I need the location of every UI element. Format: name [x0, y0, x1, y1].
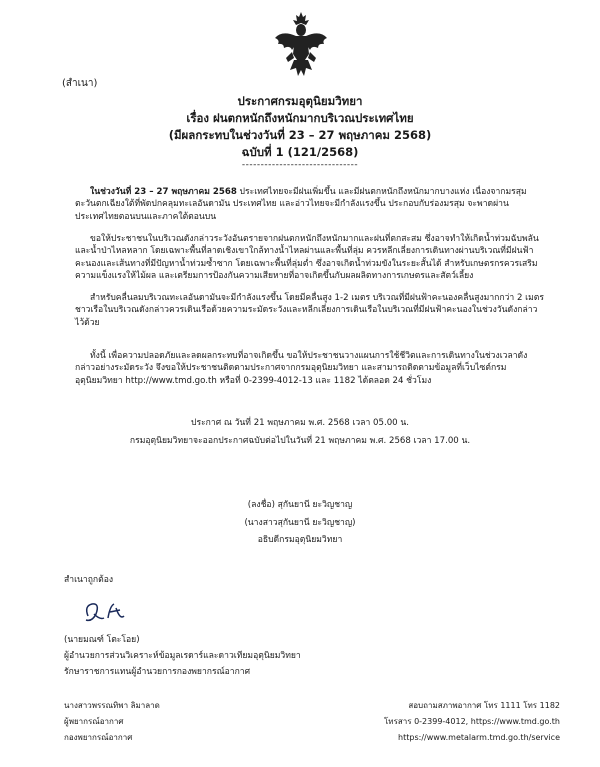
handwritten-signature: [80, 598, 130, 626]
footer-author-dept: กองพยากรณ์อากาศ: [64, 733, 133, 742]
paragraph-3: สำหรับคลื่นลมบริเวณทะเลอันดามันจะมีกำลังแรงขึ้น โดยมีคลื่นสูง 1-2 เมตร บริเวณที่มีฝนฟ้าคะนองคลื่นสูงมากกว่า 2 เมตร ชาวเรือในบริเวณดังกล่าวควรเดินเรือด้วยความระมัดระวังและหลีกเลี่ยงการเดินเรือในบริเวณที่มีฝนฟ้าคะนองในช่วงวันดังกล่าวไว้ด้วย: [75, 293, 544, 328]
signatory-name: (นางสาวสุกันยานี ยะวิญชาญ): [244, 518, 356, 528]
footer-contact-fax: โทรสาร 0-2399-4012, https://www.tmd.go.th: [384, 717, 560, 726]
certifier-position-1: ผู้อำนวยการส่วนวิเคราะห์ข้อมูลเรดาร์และดาวเทียมอุตุนิยมวิทยา: [64, 651, 301, 661]
announcement-title: ประกาศกรมอุตุนิยมวิทยา: [237, 94, 363, 108]
separator: -------------------------------: [241, 160, 359, 170]
paragraph-1-rest: ประเทศไทยจะมีฝนเพิ่มขึ้น และมีฝนตกหนักถึงหนักมากบางแห่ง เนื่องจากมรสุมตะวันตกเฉียงใต้ที่พัดปกคลุมทะเลอันดามัน ประเทศไทย และอ่าวไทยจะมีกำลังแรงขึ้น ประกอบกับร่องมรสุม จะพาดผ่านประเทศไทยตอนบนและภาคใต้ตอนบน: [75, 187, 527, 222]
footer-author: นางสาวพรรณทิพา ลิมาลาด: [64, 701, 160, 710]
copy-mark: (สำเนา): [62, 78, 98, 89]
footer-contact-url[interactable]: https://www.metalarm.tmd.go.th/service: [398, 733, 560, 742]
certifier-position-2: รักษาราชการแทนผู้อำนวยการกองพยากรณ์อากาศ: [64, 667, 251, 677]
footer-right: [330, 698, 560, 746]
paragraph-1-lead: ในช่วงวันที่ 23 – 27 พฤษภาคม 2568: [90, 187, 237, 197]
footer-author-role: ผู้พยากรณ์อากาศ: [64, 717, 124, 726]
garuda-emblem: [272, 8, 330, 80]
paragraph-4: ทั้งนี้ เพื่อความปลอดภัยและลดผลกระทบที่อาจเกิดขึ้น ขอให้ประชาชนวางแผนการใช้ชีวิตและการเดินทางในช่วงเวลาดังกล่าวอย่างระมัดระวัง จึงขอให้ประชาชนติดตามประกาศจากกรมอุตุนิยมวิทยา และสามารถติดตามข้อมูลที่เว็บไซต์กรมอุตุนิยมวิทยา http://www.tmd.go.th หรือที่ 0-2399-4012-13 และ 1182 ได้ตลอด 24 ชั่วโมง: [75, 351, 528, 386]
next-announce: กรมอุตุนิยมวิทยาจะออกประกาศฉบับต่อไปในวันที่ 21 พฤษภาคม พ.ศ. 2568 เวลา 17.00 น.: [129, 436, 471, 446]
footer-contact-phone: สอบถามสภาพอากาศ โทร 1111 โทร 1182: [408, 701, 560, 710]
signed-line: (ลงชื่อ) สุกันยานี ยะวิญชาญ: [247, 500, 353, 510]
announcement-subject: เรื่อง ฝนตกหนักถึงหนักมากบริเวณประเทศไทย: [186, 111, 414, 125]
signatory-position: อธิบดีกรมอุตุนิยมวิทยา: [257, 535, 343, 545]
announcement-period: (มีผลกระทบในช่วงวันที่ 23 – 27 พฤษภาคม 2568): [168, 128, 432, 142]
announcement-issue: ฉบับที่ 1 (121/2568): [241, 145, 359, 159]
announce-date: ประกาศ ณ วันที่ 21 พฤษภาคม พ.ศ. 2568 เวลา 05.00 น.: [191, 418, 409, 428]
paragraph-1: [75, 186, 545, 223]
certifier-name: (นายมณฑ์ โตะโอย): [64, 635, 140, 645]
paragraph-2: ขอให้ประชาชนในบริเวณดังกล่าวระวังอันตรายจากฝนตกหนักถึงหนักมากและฝนที่ตกสะสม ซึ่งอาจทำให้เกิดน้ำท่วมฉับพลันและน้ำป่าไหลหลาก โดยเฉพาะพื้นที่ลาดเชิงเขาใกล้ทางน้ำไหลผ่านและพื้นที่ลุ่ม ควรหลีกเลี่ยงการเดินทางผ่านบริเวณที่มีฝนฟ้าคะนองและเส้นทางที่มีปัญหาน้ำท่วมซ้ำซาก โดยเฉพาะพื้นที่ลุ่มต่ำ ซึ่งอาจเกิดน้ำท่วมขังในระยะสั้นได้ สำหรับเกษตรกรควรเสริมความแข็งแรงให้ไม้ผล และเตรียมการป้องกันความเสียหายที่อาจเกิดขึ้นกับผลผลิตทางการเกษตรและสัตว์เลี้ยง: [75, 234, 539, 282]
certified-label: สำเนาถูกต้อง: [64, 575, 114, 585]
footer-left: [64, 698, 160, 746]
